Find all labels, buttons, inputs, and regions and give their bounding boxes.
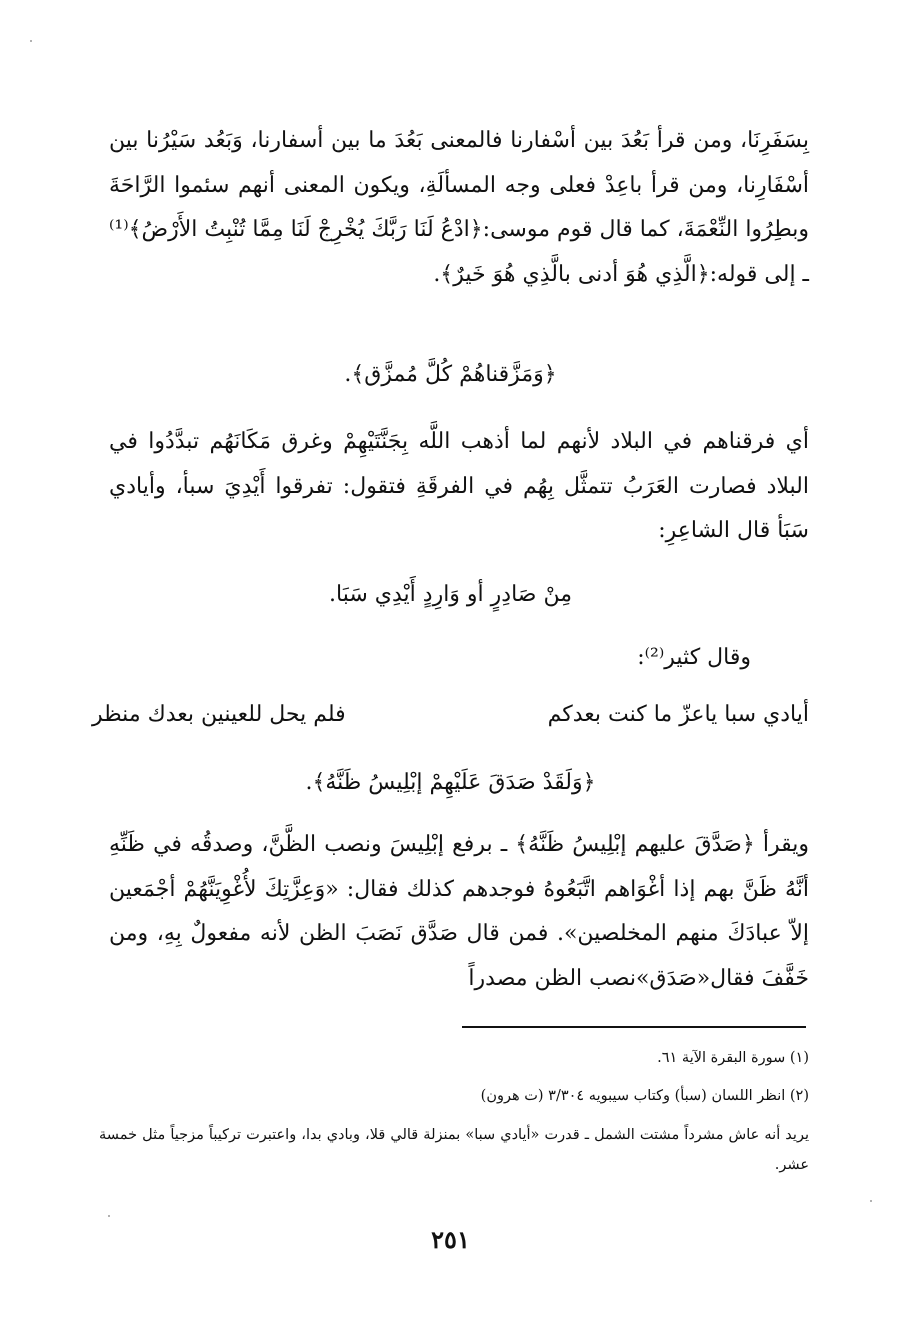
footnote-2-continuation: يريد أنه عاش مشرداً مشتت الشمل ـ قدرت «أيادي سبا» بمنزلة قالي قلا، وبادي بدا، واعتبرت تركيباً مزجياً مثل خمسة عشر. <box>99 1127 809 1173</box>
poetry-couplet <box>92 702 809 727</box>
paragraph-2: أي فرقناهم في البلاد لأنهم لما أذهب اللَّه بِجَنَّتَيْهِمْ وغرق مَكَانَهُم تبدَّدُوا في البلاد فصارت العَرَبُ تتمثَّل بِهُم في الفرقَةِ فتقول: تفرقوا أَيْدِيَ سبأ، وأيادي سَبَأ قال الشاعِرِ: <box>109 429 809 543</box>
scan-speck <box>870 1200 872 1202</box>
quran-verse-1: ﴿وَمَزَّقناهُمْ كُلَّ مُمزَّق﴾. <box>344 362 557 387</box>
paragraph-1: بِسَفَرِنَا، ومن قرأ بَعُدَ بين أسْفارنا فالمعنى بَعُدَ ما بين أسفارنا، وَبَعُد سَيْرُنا بين أسْفَارِنا، ومن قرأ باعِدْ فعلى وجه المسألَةِ، ويكون المعنى أنهم سئموا الرَّاحَةَ وبطِرُوا النِّعْمَةَ، كما قال قوم موسى:﴿ادْعُ لَنَا رَبَّكَ يُخْرِجْ لَنَا مِمَّا تُنْبِتُ الأَرْضُ﴾⁽¹⁾ـ إلى قوله:﴿الَّذِي هُوَ أدنى بالَّذِي هُوَ خَيرٌ﴾. <box>109 128 809 287</box>
couplet-second-hemistich: فلم يحل للعينين بعدك منظر <box>92 702 346 727</box>
footnote-1: (١) سورة البقرة الآية ٦١. <box>657 1050 809 1066</box>
poetry-line-1: مِنْ صَادِرٍ أو وَارِدٍ أَيْدِي سَبَا. <box>329 582 572 607</box>
couplet-first-hemistich: أيادي سبا ياعزّ ما كنت بعدكم <box>547 702 809 727</box>
paragraph-3: ويقرأ ﴿صَدَّقَ عليهم إبْلِيسُ ظَنَّهُ﴾ ـ برفع إبْلِيسَ ونصب الظَّنَّ، وصدقُه في ظَنِّهِ أنَّهُ ظَنَّ بهم إذا أغْوَاهم اتَّبَعُوهُ فوجدهم كذلك فقال: «وَعِزَّتِكَ لأُغْوِيَنَّهُمْ أجْمَعين إلاّ عبادَكَ منهم المخلصين». فمن قال صَدَّق نَصَبَ الظن لأنه مفعولٌ بِهِ، ومن خَفَّفَ فقال«صَدَق»نصب الظن مصدراً <box>109 832 809 991</box>
kuthayyir-intro: وقال كثير⁽²⁾: <box>637 645 751 670</box>
footnote-divider <box>462 1026 806 1028</box>
quran-verse-2: ﴿وَلَقَدْ صَدَقَ عَلَيْهِمْ إبْلِيسُ ظَنَّهُ﴾. <box>305 770 596 795</box>
scan-speck <box>108 1215 110 1217</box>
page-number: ٢٥١ <box>431 1225 470 1254</box>
footnote-2: (٢) انظر اللسان (سبأ) وكتاب سيبويه ٣/٣٠٤ (ت هرون) <box>480 1088 809 1104</box>
scan-speck <box>30 40 32 42</box>
